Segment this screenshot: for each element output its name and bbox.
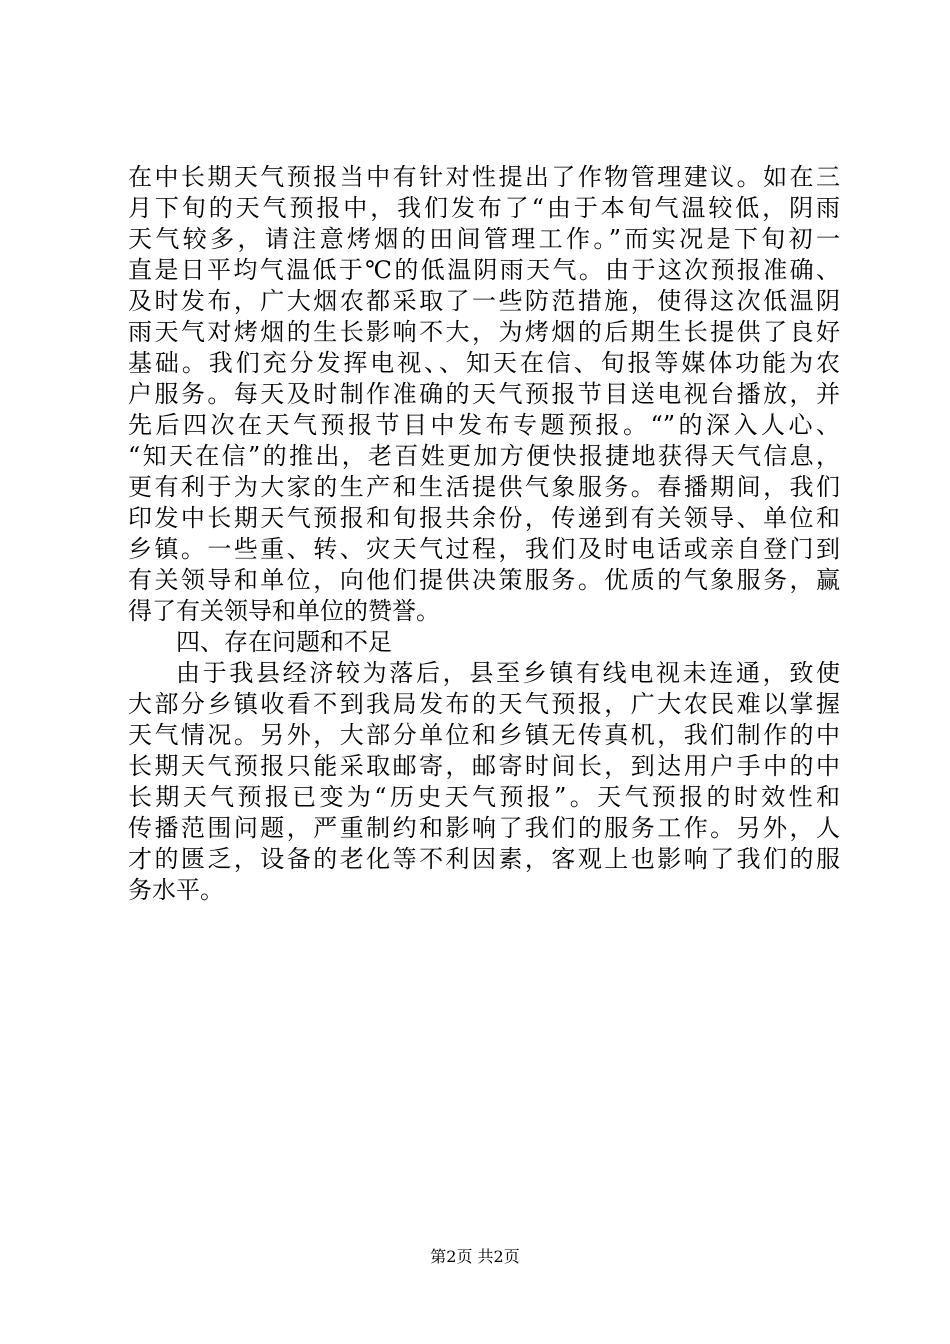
text-line: 天气情况。另外，大部分单位和乡镇无传真机，我们制作的中 xyxy=(128,721,840,749)
paragraph-2 xyxy=(128,658,840,906)
text-line: 大部分乡镇收看不到我局发布的天气预报，广大农民难以掌握 xyxy=(128,690,840,718)
text-line: 长期天气预报已变为“历史天气预报”。天气预报的时效性和 xyxy=(128,783,840,811)
text-line: 乡镇。一些重、转、灾天气过程，我们及时电话或亲自登门到 xyxy=(128,535,840,563)
text-line: 更有利于为大家的生产和生活提供气象服务。春播期间，我们 xyxy=(128,473,840,501)
text-line: 天气较多，请注意烤烟的田间管理工作。”而实况是下旬初一 xyxy=(128,225,840,253)
page-number-footer: 第2页 共2页 xyxy=(430,1247,520,1266)
text-line: 月下旬的天气预报中，我们发布了“由于本旬气温较低，阴雨 xyxy=(128,194,840,222)
text-line: 及时发布，广大烟农都采取了一些防范措施，使得这次低温阴 xyxy=(128,287,840,315)
section-heading-text: 四、存在问题和不足 xyxy=(176,628,392,656)
text-line: 印发中长期天气预报和旬报共余份，传递到有关领导、单位和 xyxy=(128,504,840,532)
text-line: 长期天气预报只能采取邮寄，邮寄时间长，到达用户手中的中 xyxy=(128,752,840,780)
document-body xyxy=(128,162,840,906)
text-line: 得了有关领导和单位的赞誉。 xyxy=(128,597,440,625)
text-line: 有关领导和单位，向他们提供决策服务。优质的气象服务，赢 xyxy=(128,566,840,594)
text-line: 基础。我们充分发挥电视、、知天在信、旬报等媒体功能为农 xyxy=(128,349,840,377)
text-line: 直是日平均气温低于℃的低温阴雨天气。由于这次预报准确、 xyxy=(128,256,840,284)
text-line: 户服务。每天及时制作准确的天气预报节目送电视台播放，并 xyxy=(128,380,840,408)
text-line: 在中长期天气预报当中有针对性提出了作物管理建议。如在三 xyxy=(128,163,840,191)
section-heading-4 xyxy=(128,627,840,658)
text-line: 雨天气对烤烟的生长影响不大，为烤烟的后期生长提供了良好 xyxy=(128,318,840,346)
text-line: 先后四次在天气预报节目中发布专题预报。“”的深入人心、 xyxy=(128,411,840,439)
text-line: 传播范围问题，严重制约和影响了我们的服务工作。另外，人 xyxy=(128,814,840,842)
text-line: 由于我县经济较为落后，县至乡镇有线电视未连通，致使 xyxy=(176,659,840,687)
text-line: 务水平。 xyxy=(128,876,224,904)
paragraph-1 xyxy=(128,162,840,627)
text-line: “知天在信”的推出，老百姓更加方便快报捷地获得天气信息， xyxy=(128,442,840,470)
text-line: 才的匮乏，设备的老化等不利因素，客观上也影响了我们的服 xyxy=(128,845,840,873)
